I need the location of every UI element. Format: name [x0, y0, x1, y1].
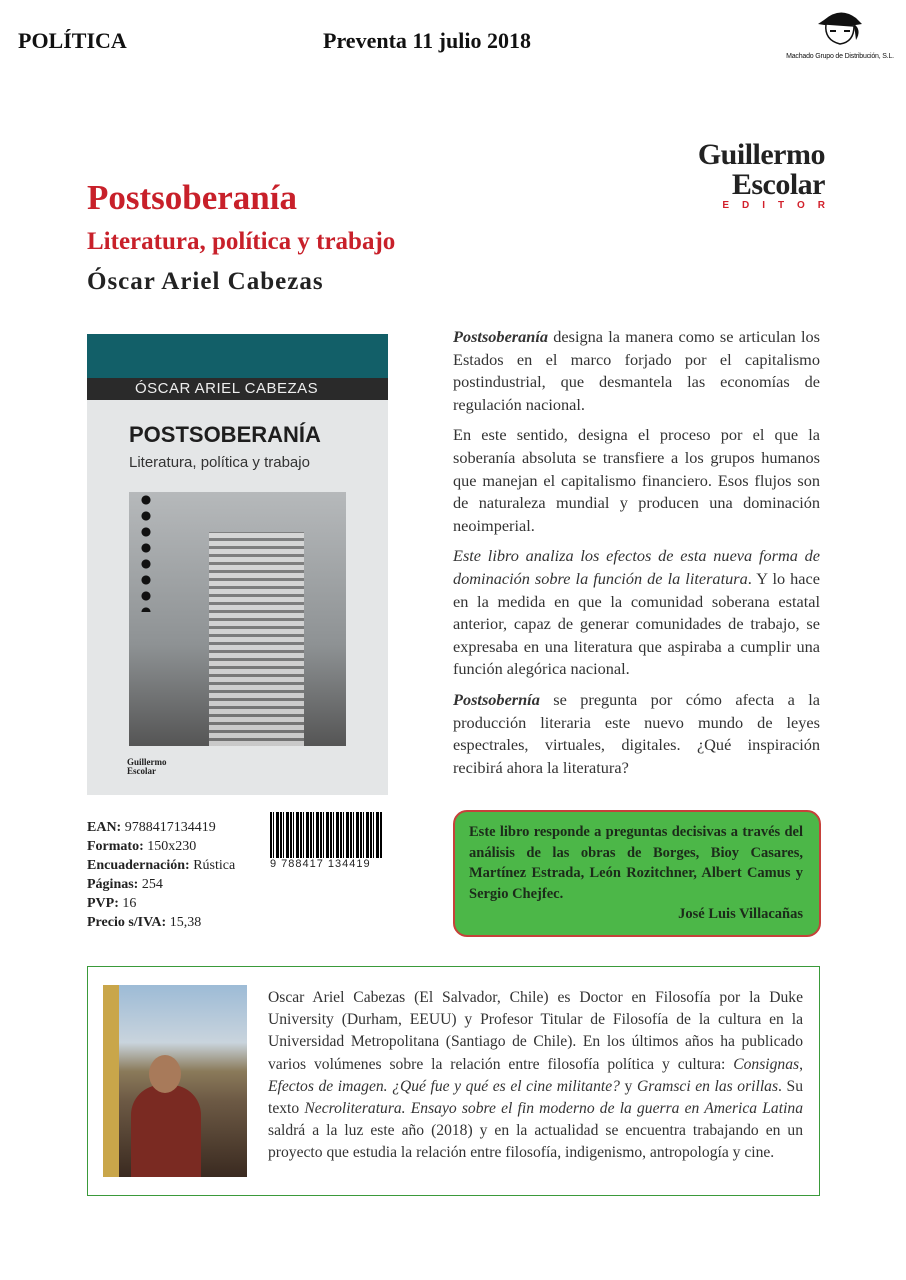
barcode-bars [270, 812, 382, 858]
author-bio-text: Oscar Ariel Cabezas (El Salvador, Chile) es Doctor en Filosofía por la Duke University (Durham, EEUU) y Profesor Titular de Filosofía de la cultura en la Universidad Metropolitana (Santiago de Chile). En los últimos años ha publicado varios volúmenes sobre la relación entre filosofía política y cultura: Consignas, Efectos de imagen. ¿Qué fue y qué es el cine militante? y Gramsci en las orillas. Su texto Necroliteratura. Ensayo sobre el fin moderno de la guerra en America Latina saldrá a la luz este año (2018) y en la actualidad se encuentra trabajando en un proyecto que estudia la relación entre filosofía, indigenismo, antropología y cine. [268, 989, 803, 1162]
spec-row: Páginas: 254 [87, 877, 163, 892]
publisher-line2: Escolar [731, 168, 825, 201]
spec-row: EAN: 9788417134419 [87, 820, 216, 835]
cover-publisher-logo [127, 758, 167, 776]
book-description [453, 326, 820, 787]
cover-logo-line2: Escolar [127, 766, 156, 776]
building-image [209, 532, 304, 746]
cover-band [87, 334, 388, 378]
spec-row: Precio s/IVA: 15,38 [87, 915, 202, 930]
quote-author: José Luis Villacañas [678, 906, 803, 922]
category-label: POLÍTICA [18, 28, 127, 53]
author-photo [103, 985, 247, 1177]
distributor-logo [780, 4, 900, 60]
cover-subtitle: Literatura, política y trabajo [129, 454, 310, 471]
description-paragraph: Postsoberanía designa la manera como se articulan los Estados en el marco forjado por el capitalismo postindustrial, que desmantela las economías de regulación nacional. [453, 327, 820, 414]
author-bio-box [87, 966, 820, 1196]
book-specs [87, 818, 235, 932]
distributor-name: Machado Grupo de Distribución, S.L. [786, 53, 894, 60]
publisher-logo [660, 138, 838, 211]
rosary-image [139, 492, 167, 612]
cover-photo [129, 492, 346, 746]
spec-row: Encuadernación: Rústica [87, 858, 236, 873]
cover-title: POSTSOBERANÍA [129, 422, 321, 447]
publisher-line3: EDITOR [722, 200, 838, 211]
book-title: Postsoberanía [87, 178, 297, 217]
hat-man-icon [810, 4, 870, 48]
cover-author: ÓSCAR ARIEL CABEZAS [87, 378, 388, 400]
description-paragraph: Postsobernía se pregunta por cómo afecta a la producción literaria este nuevo mundo de leyes espectrales, virtuales, digitales. ¿Qué inspiración recibirá ahora la literatura? [453, 689, 820, 777]
book-cover [87, 334, 388, 795]
review-quote-box [453, 810, 821, 937]
barcode [270, 812, 382, 870]
description-paragraph: En este sentido, designa el proceso por el que la soberanía absoluta se transfiere a los grupos humanos que manejan el capitalismo financiero. Esos flujos son de naturaleza mundial y producen una dominación neoimperial. [453, 425, 820, 535]
book-author: Óscar Ariel Cabezas [87, 268, 324, 295]
barcode-digits: 9 788417 134419 [270, 858, 382, 870]
book-subtitle: Literatura, política y trabajo [87, 228, 396, 255]
quote-text: Este libro responde a preguntas decisivas a través del análisis de las obras de Borges, Bioy Casares, Martínez Estrada, León Rozitchner, Albert Camus y Sergio Chejfec. [469, 824, 803, 902]
spec-row: Formato: 150x230 [87, 839, 197, 854]
presale-date: Preventa 11 julio 2018 [323, 28, 531, 53]
description-paragraph: Este libro analiza los efectos de esta nueva forma de dominación sobre la función de la literatura. Y lo hace en la medida en que la comunidad soberana estatal anterior, capaz de generar comunidades de trabajo, se expresaba en una literatura que aspiraba a cumplir una función alegórica nacional. [453, 546, 820, 679]
spec-row: PVP: 16 [87, 896, 137, 911]
cover-logo-line1: Guillermo [127, 757, 167, 767]
publisher-line1: Guillermo [697, 138, 825, 171]
